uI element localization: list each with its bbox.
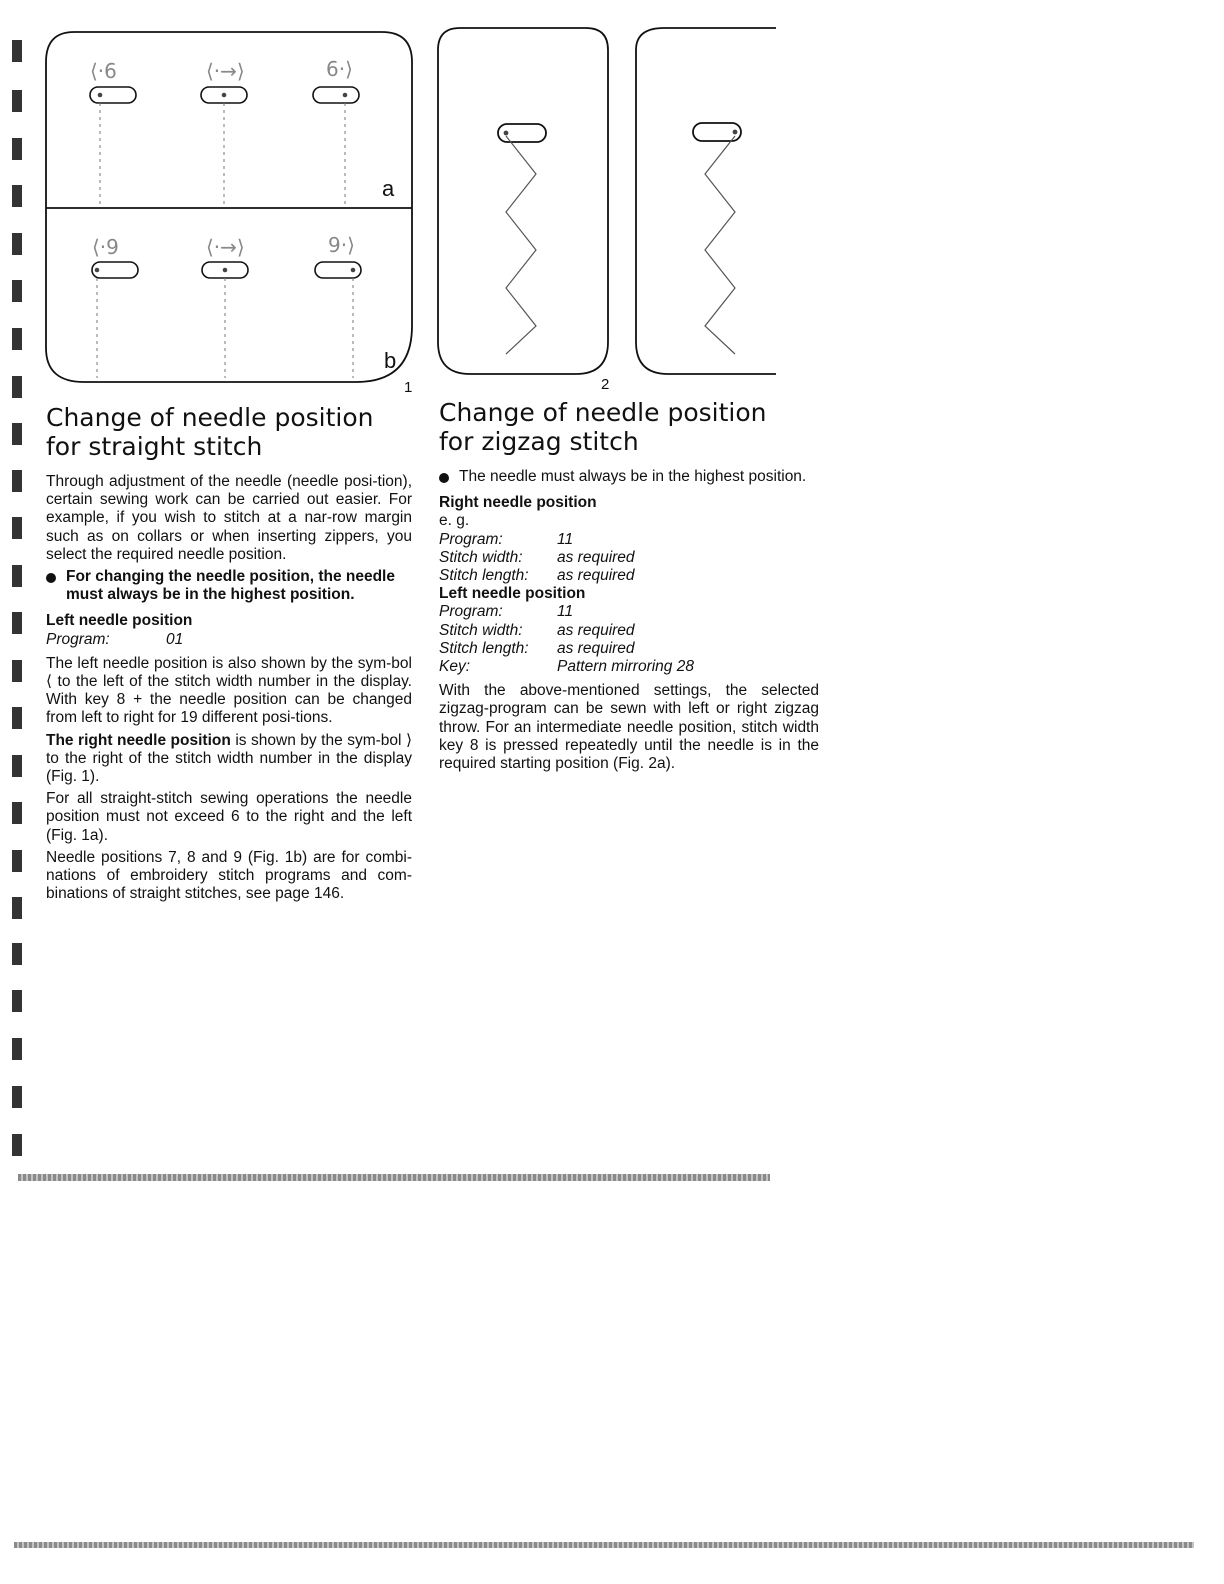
symbol-b-center: ⟨·→⟩ <box>206 235 245 259</box>
setting-label: Stitch width: <box>439 621 523 639</box>
setting-value: as required <box>557 621 635 639</box>
symbol-a-right: 6·⟩ <box>326 57 353 81</box>
right-needle-heading: Right needle position <box>439 494 597 512</box>
zigzag-slot-right <box>693 123 741 354</box>
figure-2-drawing <box>436 24 776 380</box>
right-heading-line2: for zigzag stitch <box>439 427 639 456</box>
left-needle-heading: Left needle position <box>46 612 193 630</box>
needle-slot-a-center <box>201 87 247 205</box>
setting-value: 11 <box>557 603 574 621</box>
setting-value: as required <box>557 548 635 566</box>
binding-marks <box>12 40 32 1160</box>
right-needle-strong: The right needle position <box>46 731 231 749</box>
right-bullet-text: The needle must always be in the highest position. <box>459 468 807 485</box>
right-symbol-paragraph <box>46 732 412 787</box>
right-heading-line1: Change of needle position <box>439 398 767 427</box>
symbol-a-left: ⟨·6 <box>90 59 117 83</box>
figure-1-number: 1 <box>404 379 413 396</box>
left-settings-row <box>439 640 819 658</box>
setting-label: Stitch length: <box>439 639 529 657</box>
right-heading <box>439 398 819 456</box>
needle-slot-a-left <box>90 87 136 205</box>
program-label: Program: <box>46 630 110 648</box>
left-column <box>46 403 412 907</box>
combination-paragraph: Needle positions 7, 8 and 9 (Fig. 1b) are for combi-nations of embroidery stitch programs and com-binations of straight stitches, see page 146. <box>46 848 412 903</box>
setting-value: Pattern mirroring 28 <box>557 658 694 676</box>
right-bullet <box>439 468 819 486</box>
bullet-dot <box>46 573 56 583</box>
symbol-b-left: ⟨·9 <box>92 235 119 259</box>
setting-label: Stitch length: <box>439 567 529 585</box>
program-value: 01 <box>166 630 184 648</box>
page-bottom-rule <box>18 1174 770 1181</box>
left-settings-row <box>439 622 819 640</box>
needle-slot-a-right <box>313 87 359 205</box>
right-left-needle-heading: Left needle position <box>439 585 586 603</box>
right-closing-paragraph: With the above-mentioned settings, the selected zigzag-program can be sewn with left or right zigzag throw. For an intermediate needle position, stitch width key 8 is pressed repeatedly until the needle is in the required starting position (Fig. 2a). <box>439 682 819 773</box>
right-needle-text: is shown by the sym-bol ⟩ to the right of the stitch width number in the display (Fig. 1). <box>46 731 412 786</box>
panel-b-label: b <box>384 348 397 373</box>
left-bullet <box>46 568 412 604</box>
right-settings-row <box>439 531 819 549</box>
straight-stitch-paragraph: For all straight-stitch sewing operations the needle position must not exceed 6 to the right and the left (Fig. 1a). <box>46 790 412 844</box>
left-intro: Through adjustment of the needle (needle posi-tion), certain sewing work can be carried out easier. For example, if you wish to stitch at a nar-row margin such as on collars or when inserting zippers, you select the required needle position. <box>46 473 412 563</box>
figure-2 <box>436 24 762 380</box>
zigzag-slot-left <box>498 124 546 354</box>
needle-slot-b-right <box>315 262 361 378</box>
bullet-dot <box>439 473 449 483</box>
needle-slot-b-center <box>202 262 248 378</box>
setting-label: Stitch width: <box>439 548 523 566</box>
left-heading <box>46 403 412 461</box>
left-heading-line1: Change of needle position <box>46 403 374 432</box>
setting-label: Key: <box>439 658 471 676</box>
left-settings-row <box>439 658 819 676</box>
setting-label: Program: <box>439 603 503 621</box>
left-symbol-paragraph: The left needle position is also shown by the sym-bol ⟨ to the left of the stitch width number in the display. With key 8 + the needle position can be changed from left to right for 19 different posi-tions. <box>46 654 412 727</box>
symbol-a-center: ⟨·→⟩ <box>206 59 245 83</box>
right-settings-row <box>439 549 819 567</box>
scan-bottom-rule <box>14 1542 1194 1548</box>
needle-slot-b-left <box>92 262 138 378</box>
figure-2-number: 2 <box>601 376 610 393</box>
program-row <box>46 631 412 649</box>
left-bullet-text: For changing the needle position, the needle must always be in the highest position. <box>66 568 395 604</box>
setting-value: as required <box>557 567 635 585</box>
right-column <box>439 398 819 818</box>
setting-value: as required <box>557 639 635 657</box>
left-settings-row <box>439 603 819 621</box>
right-settings-row <box>439 567 819 585</box>
left-heading-line2: for straight stitch <box>46 432 263 461</box>
panel-a-label: a <box>382 176 395 201</box>
figure-1 <box>44 30 414 385</box>
figure-1-drawing <box>44 30 414 385</box>
setting-label: Program: <box>439 530 503 548</box>
setting-value: 11 <box>557 530 574 548</box>
eg-label: e. g. <box>439 512 470 530</box>
symbol-b-right: 9·⟩ <box>328 233 355 257</box>
